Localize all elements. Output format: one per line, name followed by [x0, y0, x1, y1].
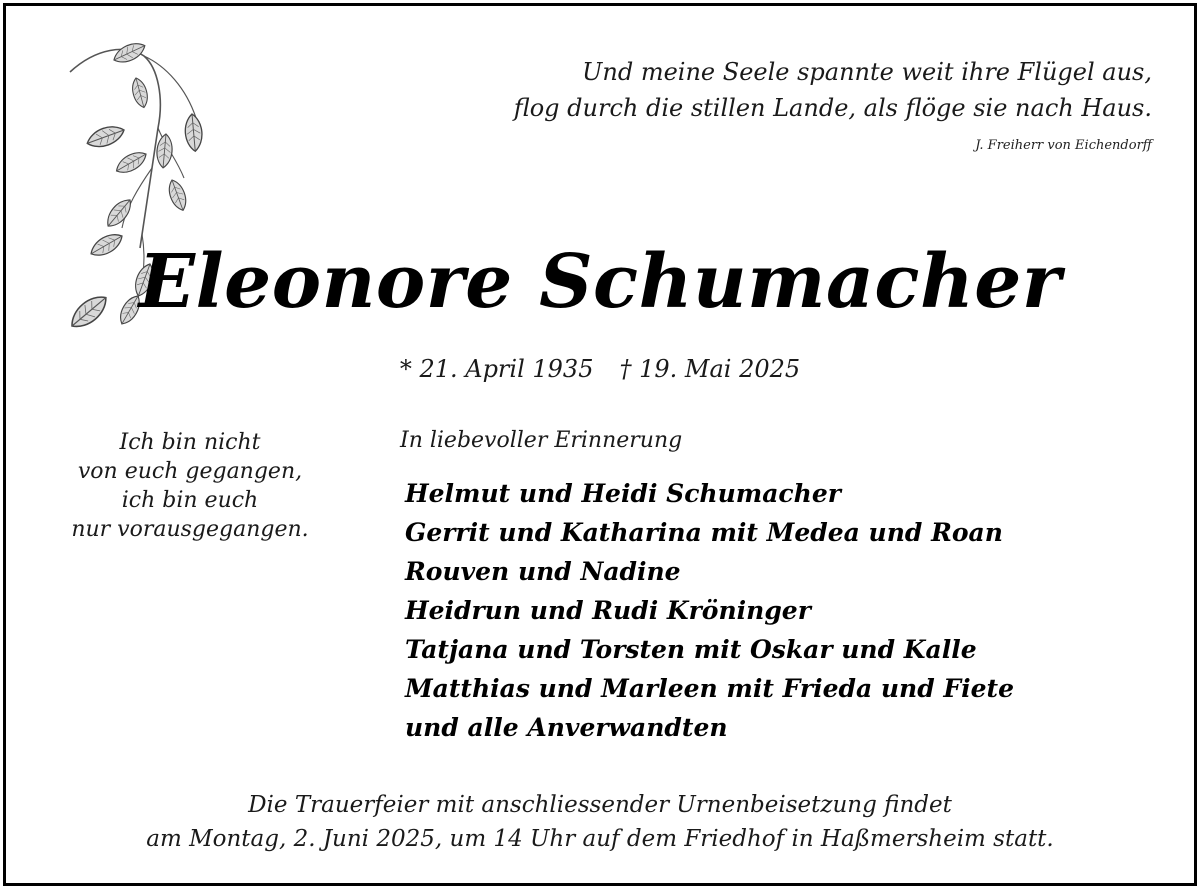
quote-line-1: Und meine Seele spannte weit ihre Flügel aus,	[582, 58, 1152, 86]
mourner-entry: Helmut und Heidi Schumacher	[405, 479, 841, 508]
poem-line: Ich bin nicht	[119, 430, 261, 455]
mourner-entry: Tatjana und Torsten mit Oskar und Kalle	[405, 635, 977, 664]
deceased-name: Eleonore Schumacher	[138, 239, 1062, 325]
poem-line: ich bin euch	[121, 488, 259, 513]
mourners-list	[405, 474, 1014, 747]
poem-line: von euch gegangen,	[77, 459, 303, 484]
mourner-entry: Rouven und Nadine	[405, 557, 681, 586]
mourner-entry: Matthias und Marleen mit Frieda und Fiete	[405, 674, 1014, 703]
farewell-poem	[60, 428, 320, 544]
mourner-entry: und alle Anverwandten	[405, 713, 728, 742]
service-line-2: am Montag, 2. Juni 2025, um 14 Uhr auf dem Friedhof in Haßmersheim statt.	[146, 826, 1054, 852]
quote-line-2: flog durch die stillen Lande, als flöge sie nach Haus.	[513, 94, 1152, 122]
mourner-entry: Heidrun und Rudi Kröninger	[405, 596, 811, 625]
service-line-1: Die Trauerfeier mit anschliessender Urnenbeisetzung findet	[248, 792, 952, 818]
poem-line: nur vorausgegangen.	[71, 517, 309, 542]
life-dates	[0, 355, 1200, 383]
funeral-service-notice	[0, 788, 1200, 856]
birth-date: * 21. April 1935	[399, 355, 594, 383]
quote-author: J. Freiherr von Eichendorff	[975, 138, 1152, 153]
mourner-entry: Gerrit und Katharina mit Medea und Roan	[405, 518, 1003, 547]
memory-label: In liebevoller Erinnerung	[400, 428, 683, 453]
death-date: † 19. Mai 2025	[619, 355, 801, 383]
eichendorff-quote	[514, 54, 1152, 126]
